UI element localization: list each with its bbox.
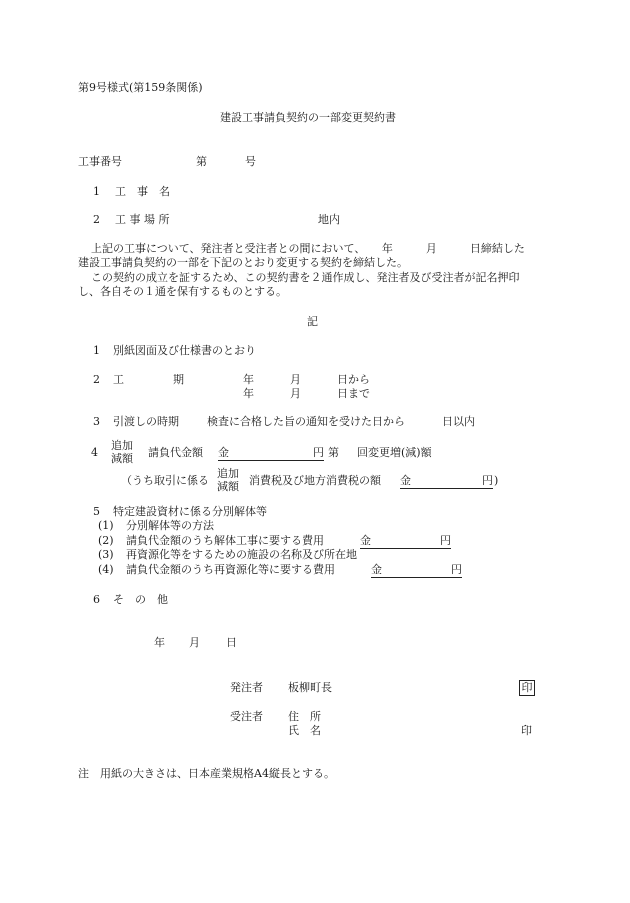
paragraph2-line2: し、各自その１通を保有するものとする。 xyxy=(78,285,287,298)
k5-item3-text: 再資源化等をするための施設の名称及び所在地 xyxy=(126,548,357,561)
item2-suffix: 地内 xyxy=(318,213,340,226)
k5-item2-number: (2) xyxy=(98,534,114,547)
k2-from-tsuki: 月 xyxy=(290,373,301,386)
paragraph2-line1: この契約の成立を証するため、この契約書を２通作成し、発注者及び受注者が記名押印 xyxy=(91,271,520,284)
k5-item4-yen: 円 xyxy=(451,563,462,576)
k2-label2: 期 xyxy=(173,373,184,386)
k2-number: 2 xyxy=(93,373,100,386)
job-number-go: 号 xyxy=(245,155,256,168)
k2-from-nen: 年 xyxy=(243,373,254,386)
k5-item2-field xyxy=(360,534,451,549)
k6-label: そ の 他 xyxy=(113,593,168,606)
k2-from-hi: 日から xyxy=(337,373,370,386)
paragraph1-line2: 建設工事請負契約の一部を下記のとおり変更する契約を締結した。 xyxy=(78,256,408,269)
k4-tax-yen: 円 xyxy=(482,474,493,487)
k5-item2-yen: 円 xyxy=(440,534,451,547)
k2-label: 工 xyxy=(113,373,124,386)
job-number-label: 工事番号 xyxy=(78,155,122,168)
k5-item1-number: (1) xyxy=(98,519,114,532)
k4-add: 追加 xyxy=(111,439,133,452)
k4-dai: 第 xyxy=(328,446,339,459)
k4-add-reduce-stack xyxy=(111,439,133,465)
k5-item4-text: 請負代金額のうち再資源化等に要する費用 xyxy=(126,563,335,576)
item1-label: 工 事 名 xyxy=(115,185,170,198)
item2-number: 2 xyxy=(93,213,100,226)
date-tsuki: 月 xyxy=(189,636,200,649)
k3-suffix: 日以内 xyxy=(442,415,475,428)
date-nen: 年 xyxy=(154,636,165,649)
orderer-name: 板柳町長 xyxy=(288,681,332,694)
k4-paren-close: ) xyxy=(494,474,499,487)
k4-tax-add-reduce-stack xyxy=(217,467,239,493)
k5-item3-number: (3) xyxy=(98,548,114,561)
contractor-label: 受注者 xyxy=(230,710,263,723)
form-number: 第9号様式(第159条関係) xyxy=(78,81,203,94)
k4-reduce: 減額 xyxy=(111,452,133,465)
k4-tax-label: 消費税及び地方消費税の額 xyxy=(249,474,381,487)
k5-item4-kin: 金 xyxy=(371,563,382,576)
k6-number: 6 xyxy=(93,593,100,606)
k4-price-label: 請負代金額 xyxy=(148,446,203,459)
k5-item1-text: 分別解体等の方法 xyxy=(126,519,214,532)
k4-tax-kin: 金 xyxy=(400,474,411,487)
orderer-seal: 印 xyxy=(519,680,535,696)
date-hi: 日 xyxy=(226,636,237,649)
k4-tax-add: 追加 xyxy=(217,467,239,480)
k4-tax-reduce: 減額 xyxy=(217,480,239,493)
footnote: 注 用紙の大きさは、日本産業規格A4縦長とする。 xyxy=(78,767,335,780)
k4-tax-field xyxy=(400,474,493,489)
contractor-seal: 印 xyxy=(521,724,532,737)
k1-number: 1 xyxy=(93,344,100,357)
document-title: 建設工事請負契約の一部変更契約書 xyxy=(220,111,396,124)
k4-yen: 円 xyxy=(313,446,324,459)
k2-to-tsuki: 月 xyxy=(290,387,301,400)
k3-number: 3 xyxy=(93,415,100,428)
k2-to-hi: 日まで xyxy=(337,387,370,400)
k5-number: 5 xyxy=(93,505,100,518)
contractor-name-label: 氏 名 xyxy=(288,724,321,737)
k4-kin: 金 xyxy=(218,446,229,459)
k4-number: 4 xyxy=(91,446,98,459)
k5-item4-field xyxy=(371,563,462,578)
item2-label: 工 事 場 所 xyxy=(115,213,170,226)
job-number-dai: 第 xyxy=(196,155,207,168)
contractor-address-label: 住 所 xyxy=(288,710,321,723)
k4-paren-open: （うち取引に係る xyxy=(121,474,209,487)
k3-text: 検査に合格した旨の通知を受けた日から xyxy=(207,415,405,428)
ki-heading: 記 xyxy=(307,315,318,328)
k4-price-field xyxy=(218,446,324,461)
k5-item4-number: (4) xyxy=(98,563,114,576)
k5-title: 特定建設資材に係る分別解体等 xyxy=(113,505,267,518)
k5-item2-kin: 金 xyxy=(360,534,371,547)
orderer-label: 発注者 xyxy=(230,681,263,694)
paragraph1-line1: 上記の工事について、発注者と受注者との間において、 年 月 日締結した xyxy=(91,242,525,255)
k1-text: 別紙図面及び仕様書のとおり xyxy=(113,344,256,357)
k5-item2-text: 請負代金額のうち解体工事に要する費用 xyxy=(126,534,324,547)
item1-number: 1 xyxy=(93,185,100,198)
k2-to-nen: 年 xyxy=(243,387,254,400)
k3-label: 引渡しの時期 xyxy=(113,415,179,428)
k4-kai: 回変更増(減)額 xyxy=(357,446,432,459)
